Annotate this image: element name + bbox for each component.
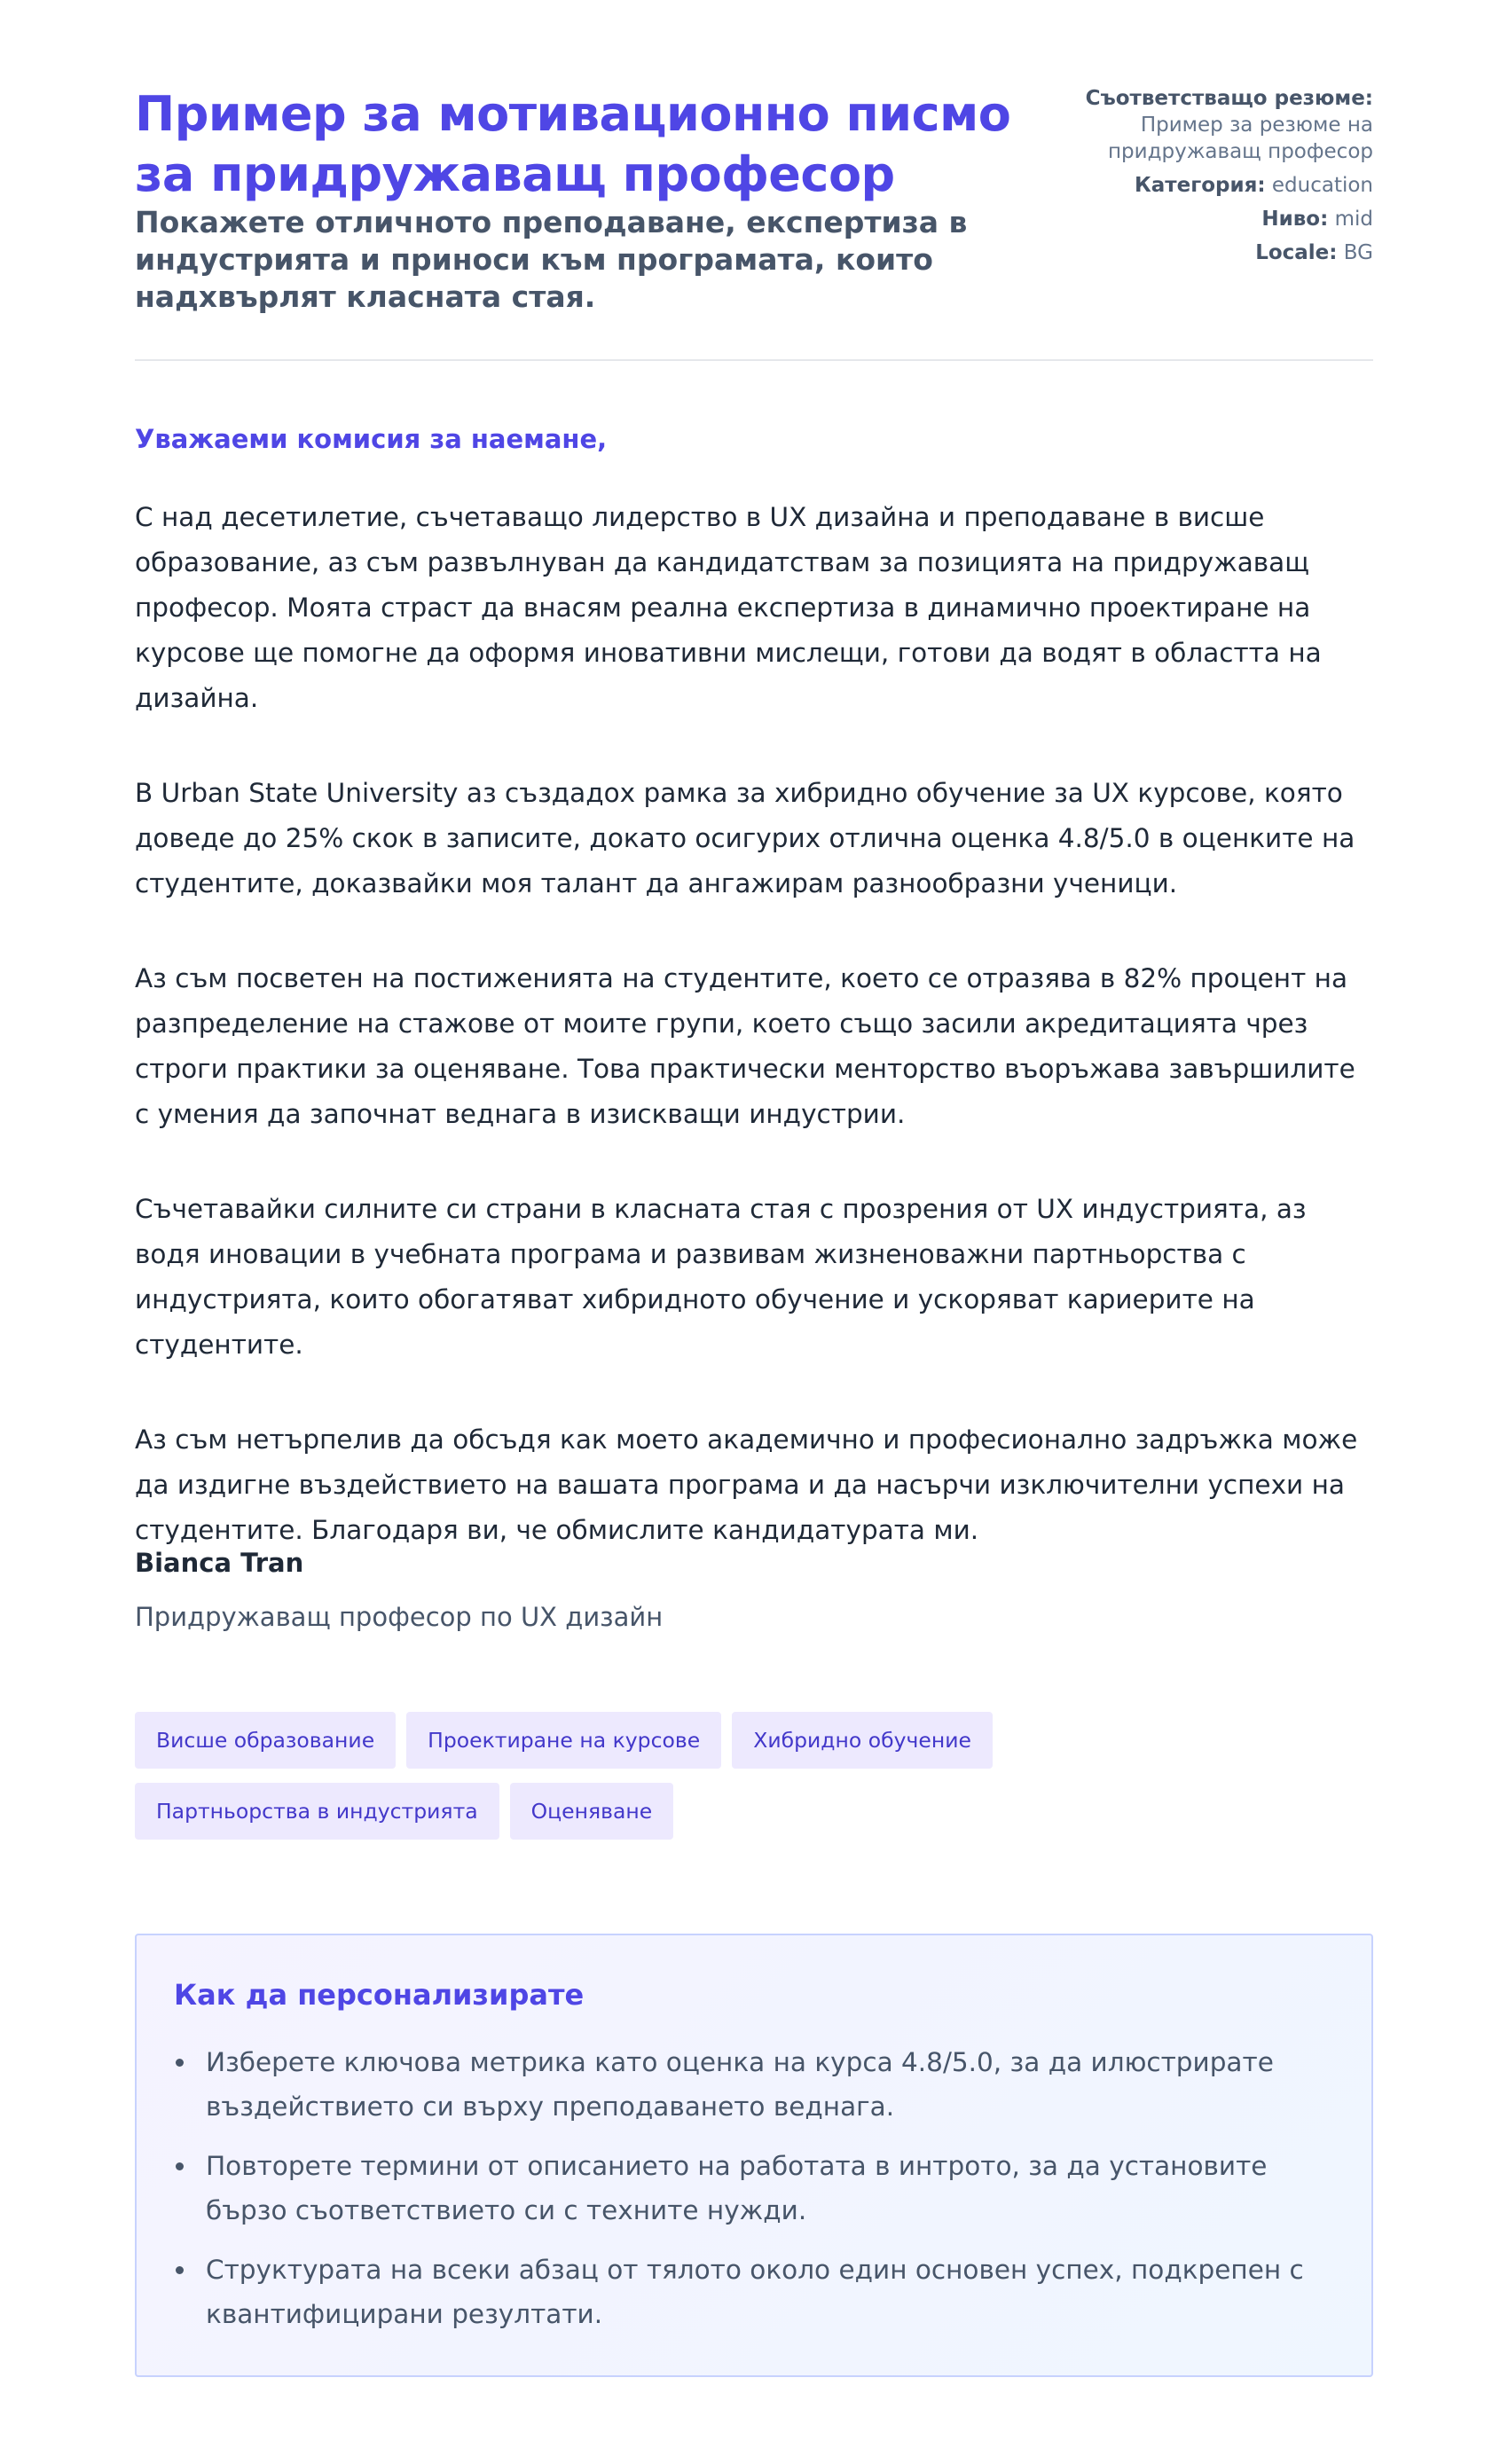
meta-resume-key: Съответстващо резюме: <box>1085 87 1373 110</box>
tip-item <box>174 2144 1336 2233</box>
tag-assessment[interactable]: Оценяване <box>510 1783 674 1840</box>
letter-paragraph: Аз съм нетърпелив да обсъдя как моето академично и професионално задръжка може да издигне въздействието на вашата програма и да насърчи изключителни успехи на студентите. Благодаря ви, че обмислите кандидатурата ми. <box>135 1424 1358 1545</box>
bullet-icon <box>176 2059 184 2067</box>
bullet-icon <box>176 2162 184 2170</box>
meta-level-value: mid <box>1334 208 1373 231</box>
tips-title: Как да персонализирате <box>174 1978 585 2012</box>
tip-item <box>174 2040 1336 2129</box>
letter-paragraph: С над десетилетие, съчетаващо лидерство в UX дизайна и преподаване в висше образование, аз съм развълнуван да кандидатствам за позицията на придружаващ професор. Моята страст да внасям реална експертиза в динамично проектиране на курсове ще помогне да оформя иновативни мислещи, готови да водят в областта на дизайна. <box>135 502 1322 713</box>
meta-locale <box>1001 239 1373 266</box>
letter-body <box>135 495 1373 1603</box>
letter-paragraph: В Urban State University аз създадох рамка за хибридно обучение за UX курсове, която доведе до 25% скок в записите, докато осигурих отлична оценка 4.8/5.0 в оценките на студентите, доказвайки моя талант да ангажирам разнообразни ученици. <box>135 778 1355 898</box>
meta-locale-value: BG <box>1343 241 1373 264</box>
page-subtitle: Покажете отличното преподаване, експертиза в индустрията и приноси към програмата, които надхвърлят класната стая. <box>135 205 968 314</box>
meta-level <box>1001 206 1373 232</box>
tag-course-design[interactable]: Проектиране на курсове <box>406 1712 721 1769</box>
cover-letter-page <box>135 0 1373 2329</box>
tag-industry-partnerships[interactable]: Партньорства в индустрията <box>135 1783 499 1840</box>
signature-name: Bianca Tran <box>135 1548 304 1578</box>
page-title: Пример за мотивационно писмо за придружаващ професор <box>135 86 1011 202</box>
page-header <box>135 0 1373 361</box>
tag-hybrid-learning[interactable]: Хибридно обучение <box>732 1712 993 1769</box>
meta-category-key: Категория: <box>1134 174 1266 197</box>
meta-resume-link[interactable]: Пример за резюме на придружаващ професор <box>1108 114 1373 163</box>
tag-higher-education[interactable]: Висше образование <box>135 1712 396 1769</box>
meta-category-value: education <box>1271 174 1373 197</box>
tip-item <box>174 2248 1336 2336</box>
tip-text: Повторете термини от описанието на работата в интрото, за да установите бързо съответствието си с техните нужди. <box>206 2151 1268 2225</box>
letter-paragraph: Съчетавайки силните си страни в класната стая с прозрения от UX индустрията, аз водя иновации в учебната програма и развивам жизненоважни партньорства с индустрията, които обогатяват хибридното обучение и ускоряват кариерите на студентите. <box>135 1194 1307 1360</box>
meta-resume-label <box>1001 85 1373 112</box>
tips-list <box>174 2040 1336 2351</box>
tip-text: Структурата на всеки абзац от тялото около един основен успех, подкрепен с квантифицирани резултати. <box>206 2255 1304 2329</box>
letter-salutation: Уважаеми комисия за наемане, <box>135 424 608 454</box>
skill-tags <box>135 1712 1373 1854</box>
signature-title: Придружаващ професор по UX дизайн <box>135 1602 664 1632</box>
personalization-tips <box>135 1934 1373 2377</box>
letter-paragraph: Аз съм посветен на постиженията на студентите, което се отразява в 82% процент на разпределение на стажове от моите групи, което също засили акредитацията чрез строги практики за оценяване. Това практически менторство въоръжава завършилите с умения да започнат веднага в изискващи индустрии. <box>135 963 1355 1129</box>
tip-text: Изберете ключова метрика като оценка на курса 4.8/5.0, за да илюстрирате въздействието си върху преподаването веднага. <box>206 2047 1274 2122</box>
meta-category <box>1001 172 1373 199</box>
meta-level-key: Ниво: <box>1261 208 1329 231</box>
meta-locale-key: Locale: <box>1255 241 1338 264</box>
meta-panel <box>1001 85 1373 266</box>
bullet-icon <box>176 2266 184 2274</box>
